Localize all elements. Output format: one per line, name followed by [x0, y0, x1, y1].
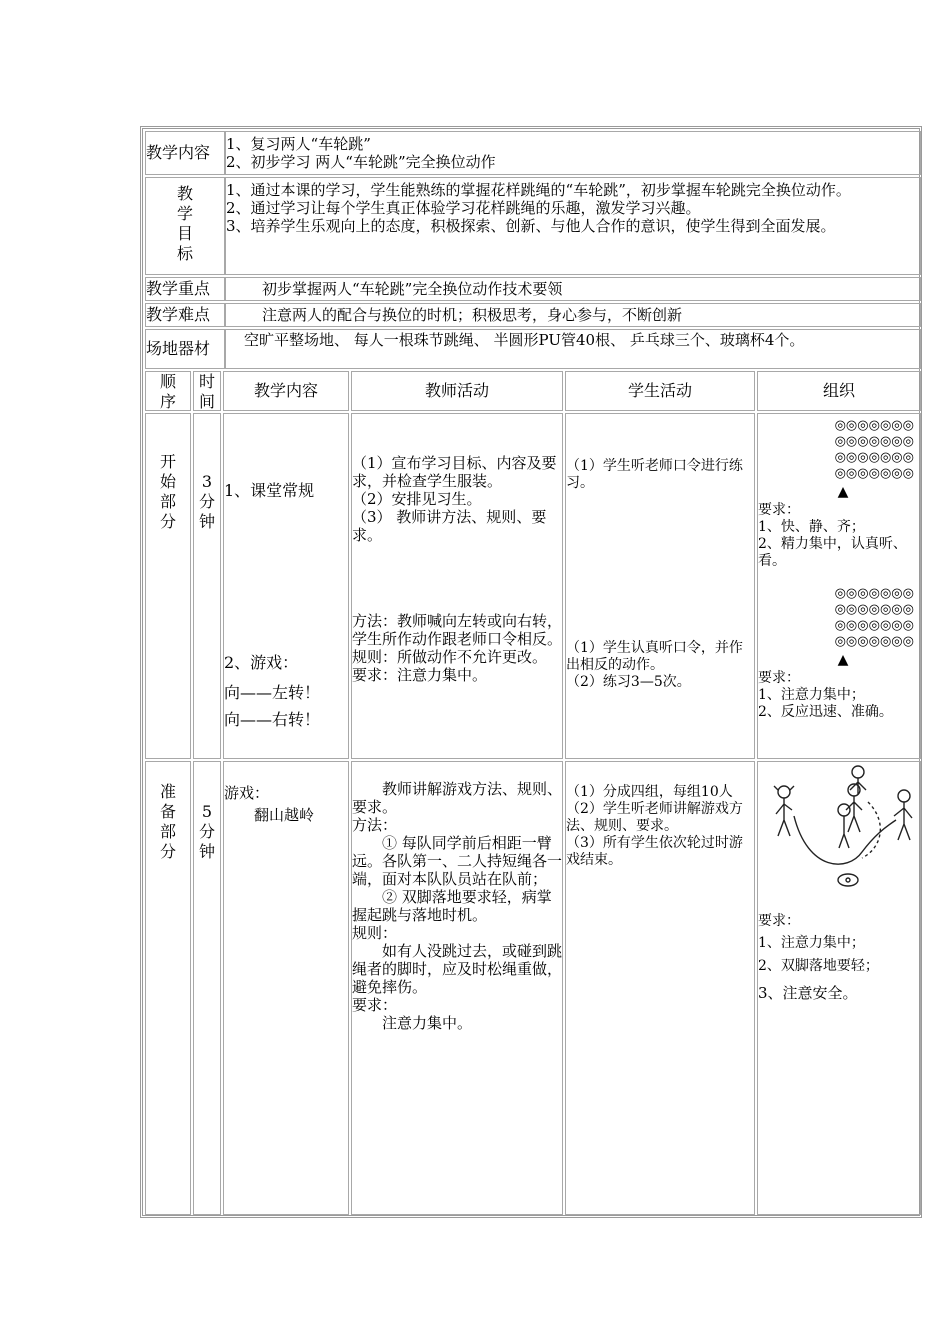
difficulty-label: 教学难点 — [145, 303, 225, 327]
header-content: 教学内容 — [223, 371, 349, 411]
goal-line-3: 3、培养学生乐观向上的态度，积极探索、创新、与他人合作的意识，使学生得到全面发展。 — [226, 217, 836, 235]
student-a: （1）学生听老师口令进行练习。 — [566, 458, 743, 491]
section2-content — [223, 761, 349, 1215]
equipment-value: 空旷平整场地、 每人一根珠节跳绳、 半圆形PU管40根、 乒乓球三个、玻璃杯4个。 — [225, 329, 921, 369]
section1-name-char: 开 — [159, 452, 176, 471]
section2-teacher-5: 规则： — [352, 924, 398, 942]
section2-student-2: （2）学生听老师讲解游戏方法、规则、要求。 — [566, 801, 743, 834]
content-label: 教学内容 — [145, 131, 225, 175]
section2-teacher-7: 要求： — [352, 996, 398, 1014]
section2-teacher-4: ② 双脚落地要求轻，病掌握起跳与落地时机。 — [352, 888, 552, 924]
section2-teacher-3: ① 每队同学前后相距一臂远。各队第一、二人持短绳各一端，面对本队队员站在队前； — [352, 834, 563, 888]
section1-name-char: 部 — [159, 492, 176, 511]
section1-content-c: 向——左转！ — [224, 683, 321, 702]
formation-row: ◎◎◎◎◎◎◎ — [834, 634, 914, 649]
section2-student — [565, 761, 755, 1215]
goals-label-char: 标 — [176, 244, 193, 263]
header-teacher: 教师活动 — [351, 371, 563, 411]
section1-time-char: 分 — [198, 492, 215, 511]
student-b-1: （1）学生认真听口令，并作出相反的动作。 — [566, 640, 743, 673]
section2-name-char: 分 — [159, 842, 176, 861]
section2-org-1: 要求： — [758, 913, 800, 929]
section1-student — [565, 413, 755, 759]
goals-value — [225, 177, 921, 275]
section2-content-2: 翻山越岭 — [254, 806, 315, 824]
content-value — [225, 131, 921, 175]
section1-name-char: 分 — [159, 512, 176, 531]
formation-row: ◎◎◎◎◎◎◎ — [834, 602, 914, 617]
formation-grid-bottom — [758, 586, 920, 650]
teacher-a-2: （2）安排见习生。 — [352, 490, 482, 508]
goals-label-char: 教 — [176, 184, 193, 203]
org-b-1: 要求： — [758, 670, 800, 686]
section1-time-char: 3 — [201, 472, 213, 491]
section2-org-2: 1、注意力集中； — [758, 935, 865, 951]
teacher-b-2: 规则：所做动作不允许更改。 — [352, 648, 548, 666]
section1-content — [223, 413, 349, 759]
section1-content-b: 2、游戏： — [224, 653, 299, 672]
teacher-b-1: 方法：教师喊向左转或向右转，学生所作动作跟老师口令相反。 — [352, 612, 563, 648]
section2-teacher-8: 注意力集中。 — [382, 1014, 473, 1032]
jump-rope-game-illustration — [758, 762, 921, 898]
section2-teacher — [351, 761, 563, 1215]
difficulty-value: 注意两人的配合与换位的时机；积极思考，身心参与，不断创新 — [225, 303, 921, 327]
teacher-marker-icon: ▲ — [837, 652, 849, 668]
section2-teacher-1: 教师讲解游戏方法、规则、要求。 — [352, 780, 563, 816]
section1-content-a: 1、课堂常规 — [224, 481, 315, 500]
section2-teacher-6: 如有人没跳过去，或碰到跳绳者的脚时，应及时松绳重做，避免摔伤。 — [352, 942, 563, 996]
teacher-b-3: 要求：注意力集中。 — [352, 666, 488, 684]
teacher-a-1: （1）宣布学习目标、内容及要求，并检查学生服装。 — [352, 454, 557, 490]
org-a-1: 要求： — [758, 502, 800, 518]
section1-org — [757, 413, 921, 759]
section2-time-char: 分 — [198, 822, 215, 841]
formation-grid-top — [758, 418, 920, 482]
header-time-char: 时 — [198, 372, 215, 391]
formation-row: ◎◎◎◎◎◎◎ — [834, 618, 914, 633]
section2-org — [757, 761, 921, 1215]
section2-student-3: （3）所有学生依次轮过时游戏结束。 — [566, 835, 743, 868]
org-a-3: 2、精力集中，认真听、看。 — [758, 536, 907, 569]
formation-row: ◎◎◎◎◎◎◎ — [834, 466, 914, 481]
header-order-char: 顺 — [159, 372, 176, 391]
equipment-label: 场地器材 — [145, 329, 225, 369]
formation-row: ◎◎◎◎◎◎◎ — [834, 434, 914, 449]
student-b-2: （2）练习3—5次。 — [566, 674, 691, 690]
key-value: 初步掌握两人“车轮跳”完全换位动作技术要领 — [225, 277, 921, 301]
key-label: 教学重点 — [145, 277, 225, 301]
section2-org-3: 2、双脚落地要轻； — [758, 958, 879, 974]
section2-name-char: 部 — [159, 822, 176, 841]
section1-time — [193, 413, 221, 759]
teacher-a-3: （3） 教师讲方法、规则、要求。 — [352, 508, 547, 544]
goal-line-2: 2、通过学习让每个学生真正体验学习花样跳绳的乐趣，激发学习兴趣。 — [226, 199, 701, 217]
formation-row: ◎◎◎◎◎◎◎ — [834, 586, 914, 601]
header-time — [193, 371, 221, 411]
formation-row: ◎◎◎◎◎◎◎ — [834, 418, 914, 433]
lesson-plan-table — [140, 126, 922, 1218]
goal-line-1: 1、通过本课的学习，学生能熟练的掌握花样跳绳的“车轮跳”，初步掌握车轮跳完全换位动作。 — [226, 181, 851, 199]
goals-label-char: 学 — [176, 204, 193, 223]
org-a-2: 1、快、静、齐； — [758, 519, 865, 535]
section2-name — [145, 761, 191, 1215]
org-b-3: 2、反应迅速、准确。 — [758, 704, 893, 720]
section1-content-d: 向——右转！ — [224, 710, 321, 729]
section2-time — [193, 761, 221, 1215]
org-b-2: 1、注意力集中； — [758, 687, 865, 703]
header-order-char: 序 — [159, 392, 176, 411]
section2-student-1: （1）分成四组，每组10人 — [566, 784, 733, 800]
goals-label-char: 目 — [176, 224, 193, 243]
section2-teacher-2: 方法： — [352, 816, 398, 834]
content-line-2: 2、初步学习 两人“车轮跳”完全换位动作 — [226, 153, 496, 171]
section2-time-char: 钟 — [198, 842, 215, 861]
section1-name-char: 始 — [159, 472, 176, 491]
formation-row: ◎◎◎◎◎◎◎ — [834, 450, 914, 465]
section2-org-4: 3、注意安全。 — [758, 984, 858, 1002]
header-org: 组织 — [757, 371, 921, 411]
content-line-1: 1、复习两人“车轮跳” — [226, 135, 371, 153]
section1-teacher — [351, 413, 563, 759]
header-time-char: 间 — [198, 392, 215, 411]
section2-time-char: 5 — [201, 802, 213, 821]
section2-name-char: 备 — [159, 802, 176, 821]
goals-label — [145, 177, 225, 275]
teacher-marker-icon: ▲ — [837, 484, 849, 500]
section2-content-1: 游戏： — [224, 784, 270, 802]
header-student: 学生活动 — [565, 371, 755, 411]
header-order — [145, 371, 191, 411]
section1-time-char: 钟 — [198, 512, 215, 531]
section2-name-char: 准 — [159, 782, 176, 801]
section1-name — [145, 413, 191, 759]
